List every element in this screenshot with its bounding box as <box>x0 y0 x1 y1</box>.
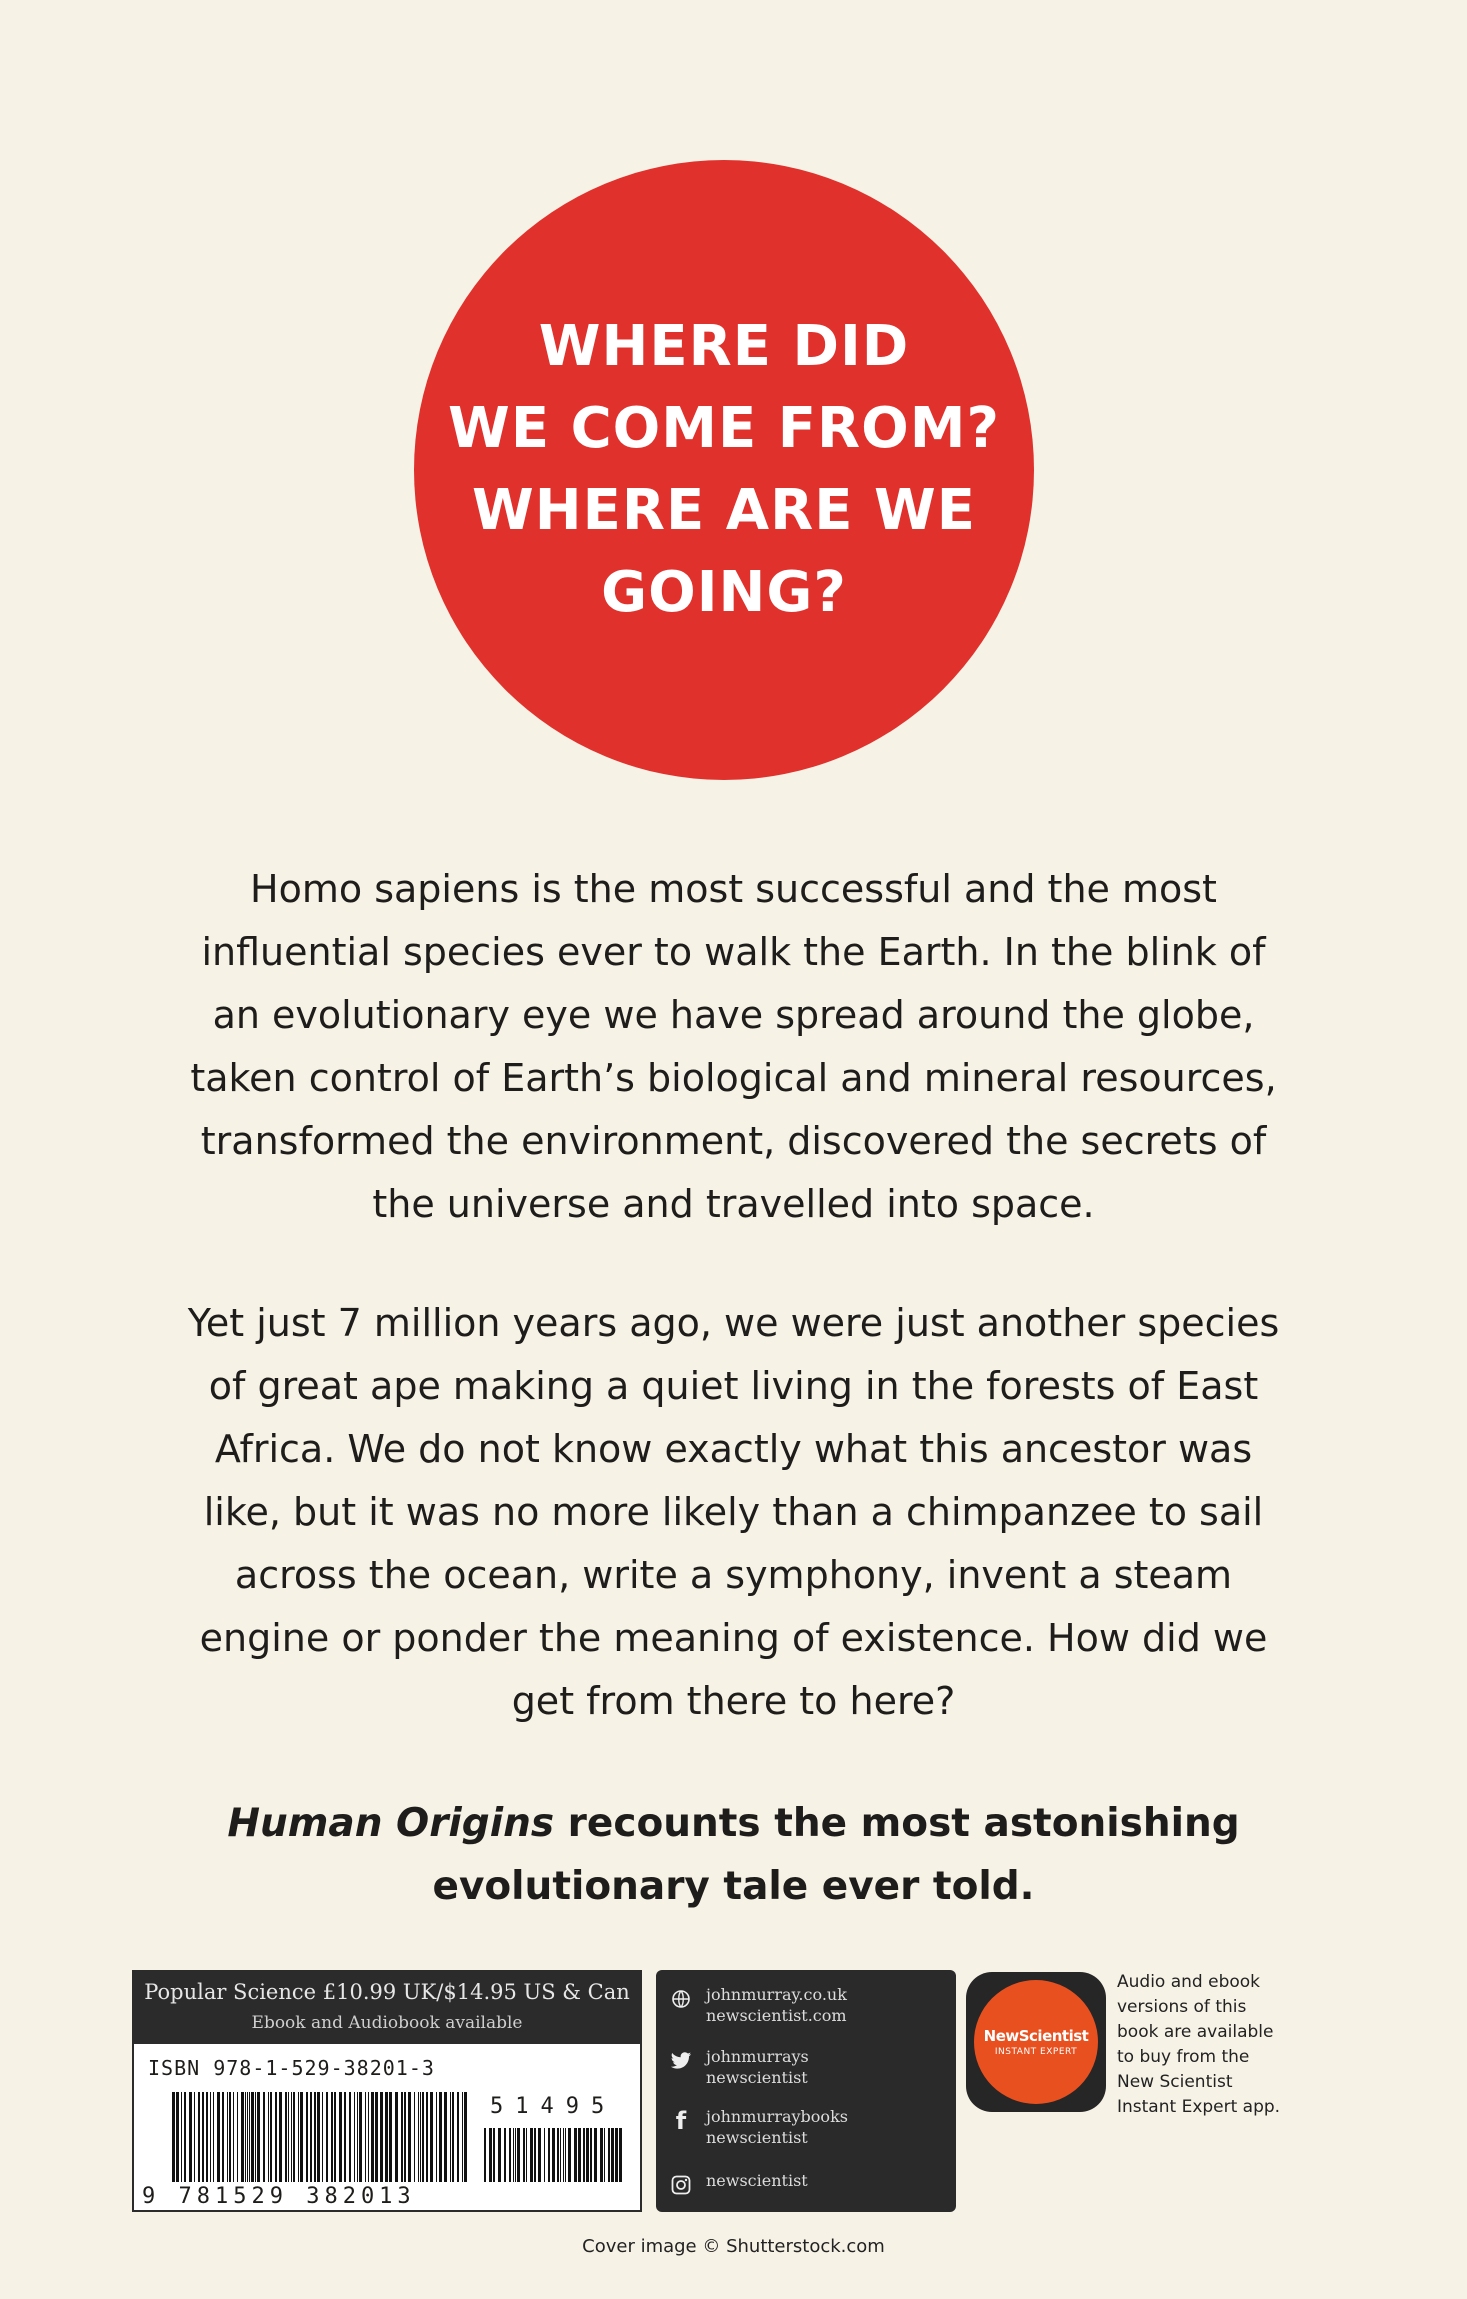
barcode-bar <box>344 2092 346 2182</box>
barcode-bar <box>538 2128 541 2182</box>
app-badge-title: NewScientist <box>983 2027 1089 2045</box>
barcode-bar <box>611 2128 614 2182</box>
isbn-text: ISBN 978-1-529-38201-3 <box>148 2056 435 2080</box>
barcode-bar <box>317 2092 320 2182</box>
twitter-icon <box>668 2048 694 2074</box>
barcode-bar <box>375 2092 378 2182</box>
app-note-line: book are available <box>1117 2022 1274 2042</box>
barcode-bar <box>530 2128 533 2182</box>
barcode-bar <box>245 2092 246 2182</box>
barcode-bar <box>498 2128 501 2182</box>
barcode-bar <box>365 2092 366 2182</box>
barcode-bar <box>210 2092 211 2182</box>
instagram-icon <box>668 2172 694 2198</box>
blurb-line: of great ape making a quiet living in the forests of East <box>208 1364 1259 1408</box>
app-note-line: to buy from the <box>1117 2047 1250 2067</box>
barcode-bar <box>202 2092 204 2182</box>
barcode-bar <box>217 2092 220 2182</box>
barcode-bar <box>326 2092 328 2182</box>
price-box <box>132 1970 642 2042</box>
tagline-line-2: evolutionary tale ever told. <box>432 1864 1035 1909</box>
barcode-bar <box>206 2092 208 2182</box>
barcode-bar <box>552 2128 555 2182</box>
barcode-bar <box>194 2092 195 2182</box>
social-item-facebook[interactable] <box>668 2106 848 2148</box>
barcode-bar <box>568 2128 571 2182</box>
social-item-twitter[interactable] <box>668 2046 809 2088</box>
barcode-bar <box>349 2092 351 2182</box>
barcode-bar <box>404 2092 406 2182</box>
cover-credit: Cover image © Shutterstock.com <box>582 2236 885 2257</box>
barcode-bar <box>548 2128 550 2182</box>
barcode-bar <box>331 2092 333 2182</box>
barcode-bar <box>586 2128 589 2182</box>
headline-line: GOING? <box>601 560 847 625</box>
formats-text: Ebook and Audiobook available <box>251 2013 523 2033</box>
barcode-bar <box>189 2092 192 2182</box>
social-item-instagram[interactable] <box>668 2170 808 2198</box>
blurb-line: the universe and travelled into space. <box>372 1182 1095 1226</box>
barcode-bar <box>484 2128 486 2182</box>
barcode-bar <box>457 2092 459 2182</box>
blurb-line: transformed the environment, discovered the secrets of <box>200 1119 1267 1163</box>
barcode-bar <box>557 2128 559 2182</box>
barcode-bar <box>619 2128 622 2182</box>
headline-circle <box>414 160 1034 780</box>
website-icon <box>668 1986 694 2012</box>
barcode-bar <box>430 2092 433 2182</box>
barcode-bars <box>172 2092 472 2182</box>
book-title: Human Origins <box>227 1801 555 1846</box>
barcode-bar <box>450 2092 451 2182</box>
addon-barcode-bars <box>484 2128 624 2182</box>
barcode-bar <box>181 2092 182 2182</box>
social-panel <box>656 1970 956 2212</box>
blurb-line: influential species ever to walk the Earth. In the blink of <box>201 930 1266 974</box>
barcode-bar <box>420 2092 421 2182</box>
blurb-paragraph-2 <box>100 1292 1367 1733</box>
app-note-line: versions of this <box>1117 1997 1247 2017</box>
barcode-bar <box>418 2092 419 2182</box>
social-handle: johnmurrays <box>706 2047 809 2066</box>
blurb-line: an evolutionary eye we have spread around the globe, <box>212 993 1255 1037</box>
barcode-bar <box>268 2092 269 2182</box>
barcode-bar <box>270 2092 272 2182</box>
blurb-line: like, but it was no more likely than a chimpanzee to sail <box>203 1490 1264 1534</box>
barcode-bar <box>426 2092 428 2182</box>
barcode-bar <box>414 2092 415 2182</box>
social-handle: johnmurraybooks <box>706 2107 848 2126</box>
barcode-bar <box>389 2092 392 2182</box>
headline-line: WHERE DID <box>538 314 910 379</box>
blurb-line: taken control of Earth’s biological and mineral resources, <box>190 1056 1277 1100</box>
barcode-panel <box>132 2042 642 2212</box>
barcode-bar <box>401 2092 403 2182</box>
social-handle: johnmurray.co.uk <box>706 1985 847 2004</box>
barcode-bar <box>213 2092 214 2182</box>
barcode-bar <box>615 2128 618 2182</box>
tagline <box>100 1792 1367 1918</box>
headline-line: WHERE ARE WE <box>471 478 976 543</box>
barcode-bar <box>583 2128 585 2182</box>
barcode-bar <box>594 2128 597 2182</box>
barcode-bar <box>517 2128 520 2182</box>
barcode-bar <box>436 2092 437 2182</box>
social-item-website[interactable] <box>668 1984 847 2026</box>
barcode-bar <box>222 2092 224 2182</box>
barcode-bar <box>172 2092 175 2182</box>
barcode-bar <box>357 2092 358 2182</box>
barcode-bar <box>408 2092 411 2182</box>
app-note <box>1117 1970 1357 2120</box>
barcode-bar <box>247 2092 248 2182</box>
barcode-bar <box>298 2092 299 2182</box>
tagline-line-1 <box>100 1792 1367 1855</box>
barcode-bar <box>493 2128 495 2182</box>
barcode-bar <box>509 2128 511 2182</box>
blurb-paragraph-1 <box>100 858 1367 1236</box>
tagline-rest: recounts the most astonishing <box>554 1801 1240 1846</box>
barcode-bar <box>198 2092 200 2182</box>
barcode-bar <box>565 2128 566 2182</box>
barcode-bar <box>339 2092 342 2182</box>
barcode-bar <box>526 2128 527 2182</box>
barcode-bar <box>608 2128 610 2182</box>
barcode-bar <box>563 2128 564 2182</box>
app-note-line: Audio and ebook <box>1117 1972 1261 1992</box>
barcode-bar <box>233 2092 234 2182</box>
social-handle: newscientist <box>706 2128 808 2147</box>
barcode-bar <box>300 2092 303 2182</box>
blurb-line: Africa. We do not know exactly what this ancestor was <box>214 1427 1253 1471</box>
social-handle: newscientist <box>706 2171 808 2190</box>
blurb-line: get from there to here? <box>511 1679 956 1723</box>
barcode-bar <box>334 2092 336 2182</box>
barcode-bar <box>263 2092 265 2182</box>
barcode-bar <box>229 2092 231 2182</box>
barcode-bar <box>359 2092 362 2182</box>
barcode-bar <box>600 2128 603 2182</box>
barcode-bar <box>291 2092 292 2182</box>
barcode-bar <box>241 2092 244 2182</box>
facebook-icon: f <box>675 2107 687 2135</box>
barcode-bar <box>504 2128 506 2182</box>
barcode-bar <box>255 2092 256 2182</box>
blurb-line: Yet just 7 million years ago, we were just another species <box>187 1301 1280 1345</box>
barcode-bar <box>439 2092 442 2182</box>
barcode-bar <box>310 2092 312 2182</box>
barcode-bar <box>293 2092 295 2182</box>
barcode-bar <box>279 2092 282 2182</box>
barcode-bar <box>452 2092 454 2182</box>
barcode-bar <box>249 2092 250 2182</box>
barcode-bar <box>275 2092 277 2182</box>
barcode-bar <box>368 2092 369 2182</box>
barcode-bar <box>237 2092 238 2182</box>
barcode-bar <box>251 2092 254 2182</box>
headline-line: WE COME FROM? <box>448 396 1000 461</box>
barcode-bar <box>462 2092 463 2182</box>
new-scientist-app-icon[interactable] <box>966 1972 1106 2112</box>
barcode-bar <box>371 2092 374 2182</box>
barcode-bar <box>385 2092 388 2182</box>
barcode-bar <box>184 2092 186 2182</box>
headline-text <box>448 306 1000 634</box>
barcode-bar <box>534 2128 536 2182</box>
barcode-bar <box>464 2092 467 2182</box>
barcode-bar <box>513 2128 514 2182</box>
barcode-bar <box>288 2092 289 2182</box>
barcode-bar <box>285 2092 287 2182</box>
barcode-bar <box>257 2092 260 2182</box>
addon-digits: 51495 <box>490 2094 617 2119</box>
app-badge-subtitle: INSTANT EXPERT <box>994 2047 1078 2057</box>
app-badge <box>974 1980 1098 2104</box>
blurb-line: Homo sapiens is the most successful and the most <box>250 867 1217 911</box>
barcode-bar <box>176 2092 179 2182</box>
barcode-bar <box>544 2128 545 2182</box>
barcode-bar <box>489 2128 492 2182</box>
app-note-line: New Scientist <box>1117 2072 1233 2092</box>
barcode-bar <box>578 2128 581 2182</box>
barcode-bar <box>314 2092 316 2182</box>
barcode-bar <box>380 2092 383 2182</box>
barcode-bar <box>422 2092 424 2182</box>
social-handle: newscientist <box>706 2068 808 2087</box>
barcode-digits: 9 781529 382013 <box>142 2184 416 2209</box>
social-handle: newscientist.com <box>706 2006 847 2025</box>
blurb-line: across the ocean, write a symphony, invent a steam <box>234 1553 1233 1597</box>
barcode-bar <box>590 2128 592 2182</box>
blurb-line: engine or ponder the meaning of existence. How did we <box>199 1616 1268 1660</box>
app-note-line: Instant Expert app. <box>1117 2097 1281 2117</box>
barcode-bar <box>515 2128 516 2182</box>
barcode-bar <box>523 2128 525 2182</box>
barcode-bar <box>322 2092 323 2182</box>
barcode-bar <box>574 2128 577 2182</box>
barcode-bar <box>354 2092 355 2182</box>
barcode-bar <box>227 2092 228 2182</box>
barcode-bar <box>560 2128 561 2182</box>
barcode-bar <box>395 2092 398 2182</box>
barcode-bar <box>306 2092 308 2182</box>
barcode-bar <box>444 2092 447 2182</box>
price-text: Popular Science £10.99 UK/$14.95 US & Can <box>144 1980 630 2004</box>
barcode-bar <box>604 2128 605 2182</box>
